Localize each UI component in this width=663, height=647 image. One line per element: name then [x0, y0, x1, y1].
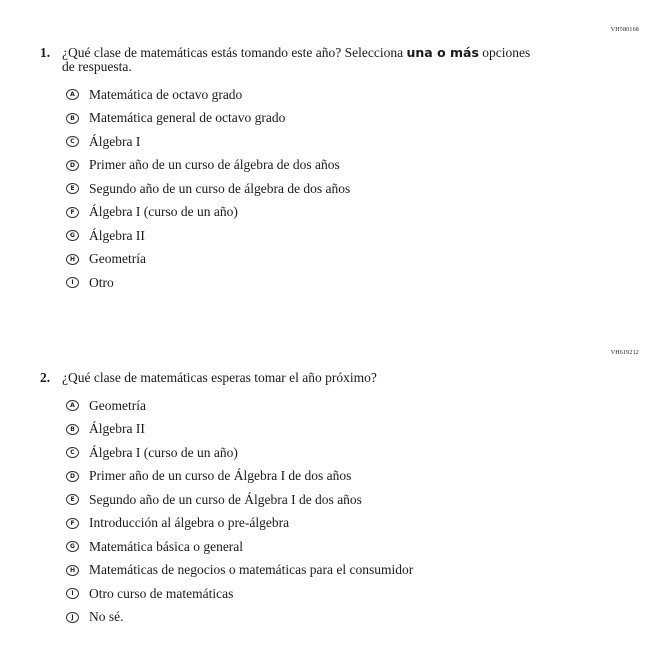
- answer-bubble-icon[interactable]: I: [66, 277, 79, 288]
- answer-option-h[interactable]: [66, 559, 600, 583]
- answer-option-a[interactable]: [66, 83, 600, 107]
- answer-option-c[interactable]: [66, 130, 600, 154]
- answer-option-f[interactable]: [66, 201, 600, 225]
- answer-bubble-icon[interactable]: D: [66, 160, 79, 171]
- question-2-number: 2.: [40, 370, 51, 385]
- question-2-code: VH619212: [610, 350, 639, 356]
- answer-option-label: Otro: [89, 274, 114, 290]
- question-2-text: ¿Qué clase de matemáticas esperas tomar el año próximo?: [62, 370, 377, 385]
- answer-option-label: Matemáticas de negocios o matemáticas para el consumidor: [89, 562, 414, 578]
- answer-bubble-icon[interactable]: E: [66, 494, 79, 505]
- answer-option-e[interactable]: [66, 177, 600, 201]
- answer-option-label: Álgebra I (curso de un año): [89, 204, 238, 220]
- answer-bubble-icon[interactable]: C: [66, 136, 79, 147]
- answer-option-c[interactable]: [66, 441, 600, 465]
- answer-option-a[interactable]: [66, 394, 600, 418]
- answer-bubble-icon[interactable]: B: [66, 113, 79, 124]
- answer-bubble-icon[interactable]: A: [66, 400, 79, 411]
- answer-bubble-icon[interactable]: F: [66, 207, 79, 218]
- answer-option-label: Matemática de octavo grado: [89, 86, 243, 102]
- answer-option-g[interactable]: [66, 535, 600, 559]
- answer-option-d[interactable]: [66, 465, 600, 489]
- answer-option-label: Otro curso de matemáticas: [89, 585, 234, 601]
- answer-option-label: Matemática general de octavo grado: [89, 110, 286, 126]
- answer-option-label: Primer año de un curso de Álgebra I de dos años: [89, 468, 352, 484]
- answer-bubble-icon[interactable]: H: [66, 254, 79, 265]
- answer-bubble-icon[interactable]: B: [66, 424, 79, 435]
- question-2: [40, 371, 600, 629]
- answer-bubble-icon[interactable]: A: [66, 89, 79, 100]
- answer-option-label: Primer año de un curso de álgebra de dos años: [89, 157, 340, 173]
- answer-option-d[interactable]: [66, 154, 600, 178]
- question-1-code: VH580168: [610, 27, 639, 33]
- answer-bubble-icon[interactable]: D: [66, 471, 79, 482]
- answer-option-label: Álgebra I (curso de un año): [89, 444, 238, 460]
- answer-option-label: Segundo año de un curso de Álgebra I de dos años: [89, 491, 362, 507]
- answer-bubble-icon[interactable]: C: [66, 447, 79, 458]
- answer-bubble-icon[interactable]: F: [66, 518, 79, 529]
- answer-bubble-icon[interactable]: H: [66, 565, 79, 576]
- question-2-options: [66, 394, 600, 629]
- answer-option-label: Geometría: [89, 397, 146, 413]
- answer-option-label: Álgebra I: [89, 133, 141, 149]
- answer-bubble-icon[interactable]: G: [66, 230, 79, 241]
- answer-option-j[interactable]: [66, 606, 600, 630]
- question-1-emphasis: una o más: [406, 45, 479, 60]
- answer-bubble-icon[interactable]: G: [66, 541, 79, 552]
- answer-option-f[interactable]: [66, 512, 600, 536]
- question-2-stem: [40, 371, 600, 385]
- answer-option-g[interactable]: [66, 224, 600, 248]
- answer-option-label: No sé.: [89, 609, 124, 625]
- answer-bubble-icon[interactable]: J: [66, 612, 79, 623]
- answer-option-i[interactable]: [66, 271, 600, 295]
- answer-bubble-icon[interactable]: I: [66, 588, 79, 599]
- answer-option-b[interactable]: [66, 107, 600, 131]
- answer-option-label: Matemática básica o general: [89, 538, 244, 554]
- question-1-number: 1.: [40, 45, 51, 60]
- answer-option-i[interactable]: [66, 582, 600, 606]
- answer-bubble-icon[interactable]: E: [66, 183, 79, 194]
- question-1-text: ¿Qué clase de matemáticas estás tomando este año? Selecciona una o más opciones de respuesta.: [62, 45, 531, 74]
- question-1-options: [66, 83, 600, 295]
- answer-option-e[interactable]: [66, 488, 600, 512]
- answer-option-label: Geometría: [89, 251, 146, 267]
- answer-option-b[interactable]: [66, 418, 600, 442]
- answer-option-h[interactable]: [66, 248, 600, 272]
- answer-option-label: Álgebra II: [89, 227, 145, 243]
- question-1-stem: [40, 46, 600, 74]
- question-1: [40, 46, 600, 295]
- answer-option-label: Segundo año de un curso de álgebra de dos años: [89, 180, 351, 196]
- answer-option-label: Introducción al álgebra o pre-álgebra: [89, 515, 290, 531]
- answer-option-label: Álgebra II: [89, 421, 145, 437]
